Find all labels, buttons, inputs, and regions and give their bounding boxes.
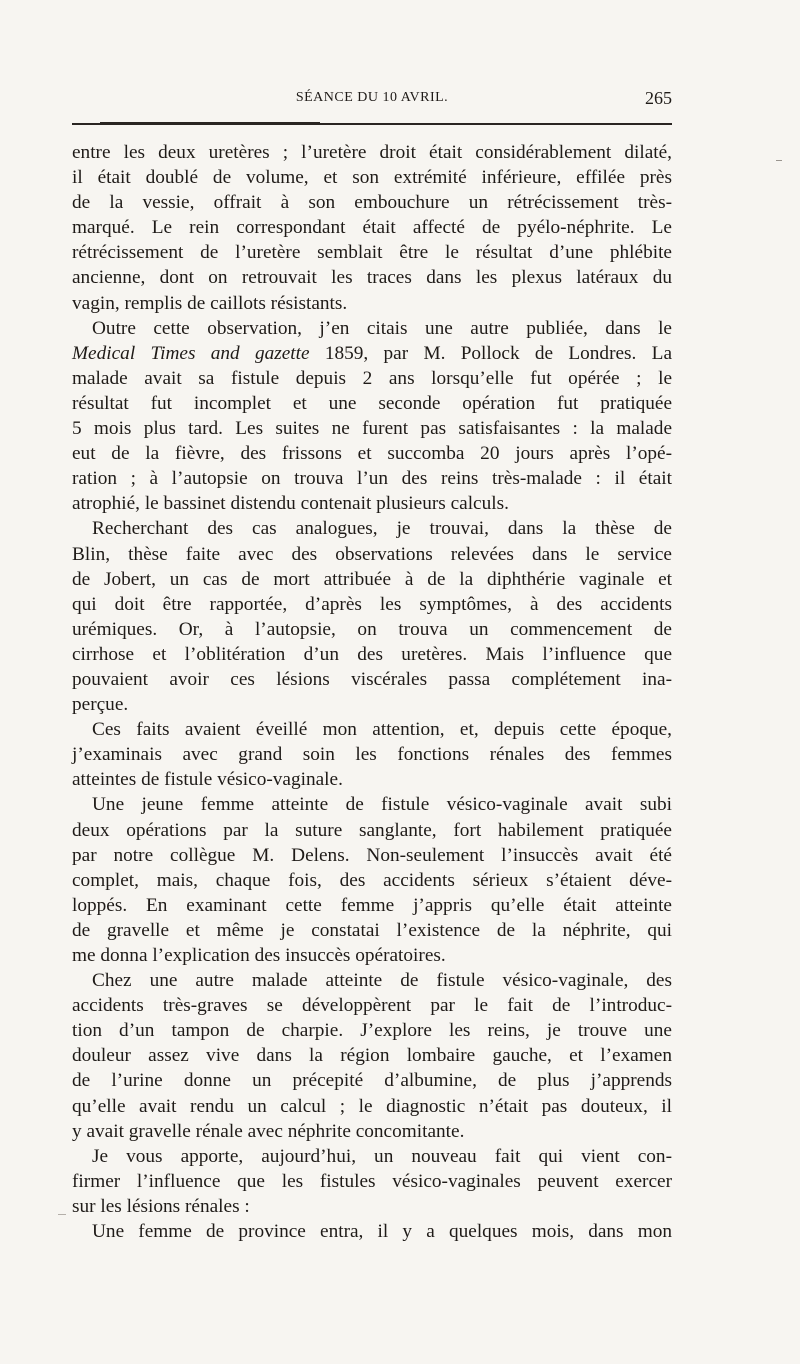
text-line: sur les lésions rénales : [72, 1195, 250, 1217]
margin-mark [58, 1214, 66, 1215]
text-line: Une jeune femme atteinte de fistule vésico-vaginale avait subi [92, 794, 672, 816]
text-line: atteintes de fistule vésico-vaginale. [72, 769, 343, 791]
page-number: 265 [645, 88, 672, 108]
text-line: y avait gravelle rénale avec néphrite concomitante. [72, 1120, 465, 1142]
journal-title: Medical Times and gazette [72, 342, 310, 364]
text-line: résultat fut incomplet et une seconde opération fut pratiquée [72, 392, 672, 414]
text-line: me donna l’explication des insuccès opératoires. [72, 945, 446, 966]
text-line: de Jobert, un cas de mort attribuée à de la diphthérie vaginale et [72, 568, 672, 590]
text-line: par notre collègue M. Delens. Non-seulement l’insuccès avait été [72, 844, 672, 866]
text-line: firmer l’influence que les fistules vésico-vaginales peuvent exercer [72, 1170, 672, 1192]
text-line: eut de la fièvre, des frissons et succomba 20 jours après l’opé- [72, 443, 672, 465]
text-line: de l’urine donne un précepité d’albumine, de plus j’apprends [72, 1070, 672, 1092]
body-text [72, 140, 672, 1244]
text-line: 5 mois plus tard. Les suites ne furent pas satisfaisantes : la malade [72, 418, 672, 440]
text-line: ancienne, dont on retrouvait les traces dans les plexus latéraux du [72, 267, 672, 289]
text-line: ration ; à l’autopsie on trouva l’un des reins très-malade : il était [72, 468, 672, 490]
text-line: urémiques. Or, à l’autopsie, on trouva un commencement de [72, 618, 672, 640]
text-line: Outre cette observation, j’en citais une autre publiée, dans le [92, 317, 672, 339]
text-line: Recherchant des cas analogues, je trouvai, dans la thèse de [92, 518, 672, 540]
text-line: malade avait sa fistule depuis 2 ans lorsqu’elle fut opérée ; le [72, 367, 672, 389]
text-line: Medical Times and gazette 1859, par M. Pollock de Londres. La [72, 342, 672, 364]
text-line: Une femme de province entra, il y a quelques mois, dans mon [92, 1221, 672, 1243]
text-line: pouvaient avoir ces lésions viscérales passa complétement ina- [72, 668, 672, 690]
text-line: deux opérations par la suture sanglante, fort habilement pratiquée [72, 819, 672, 841]
running-title: SÉANCE DU 10 AVRIL. [295, 90, 449, 105]
text-line: perçue. [72, 694, 129, 716]
text-line: accidents très-graves se développèrent par le fait de l’introduc- [72, 995, 672, 1017]
text-line: cirrhose et l’oblitération d’un des uretères. Mais l’influence que [72, 643, 672, 665]
header-rule-accent [100, 122, 320, 125]
text-line: j’examinais avec grand soin les fonctions rénales des femmes [72, 744, 672, 766]
text-line: entre les deux uretères ; l’uretère droit était considérablement dilaté, [72, 142, 672, 163]
text-line: il était doublé de volume, et son extrémité inférieure, effilée près [72, 167, 672, 189]
text-line: loppés. En examinant cette femme j’appris qu’elle était atteinte [72, 894, 672, 916]
text-line: Ces faits avaient éveillé mon attention, et, depuis cette époque, [92, 719, 672, 741]
text-line: qui doit être rapportée, d’après les symptômes, à des accidents [72, 593, 672, 615]
text-line: de la vessie, offrait à son embouchure un rétrécissement très- [72, 192, 672, 214]
text-line: rétrécissement de l’uretère semblait être le résultat d’une phlébite [72, 242, 672, 264]
text-line: Blin, thèse faite avec des observations relevées dans le service [72, 543, 672, 565]
text-line: de gravelle et même je constatai l’existence de la néphrite, qui [72, 919, 672, 941]
page-header [72, 88, 672, 114]
text-line: atrophié, le bassinet distendu contenait plusieurs calculs. [72, 493, 509, 515]
text-line: douleur assez vive dans la région lombaire gauche, et l’examen [72, 1045, 672, 1067]
text-line: Chez une autre malade atteinte de fistule vésico-vaginale, des [92, 970, 672, 992]
text-line: Je vous apporte, aujourd’hui, un nouveau fait qui vient con- [92, 1145, 672, 1167]
text-line: qu’elle avait rendu un calcul ; le diagnostic n’était pas douteux, il [72, 1095, 672, 1117]
margin-mark [776, 160, 782, 161]
text-line: vagin, remplis de caillots résistants. [72, 292, 348, 314]
text-line: marqué. Le rein correspondant était affecté de pyélo-néphrite. Le [72, 217, 672, 239]
text-line: complet, mais, chaque fois, des accidents sérieux s’étaient déve- [72, 869, 672, 891]
text-line: tion d’un tampon de charpie. J’explore les reins, je trouve une [72, 1020, 672, 1042]
